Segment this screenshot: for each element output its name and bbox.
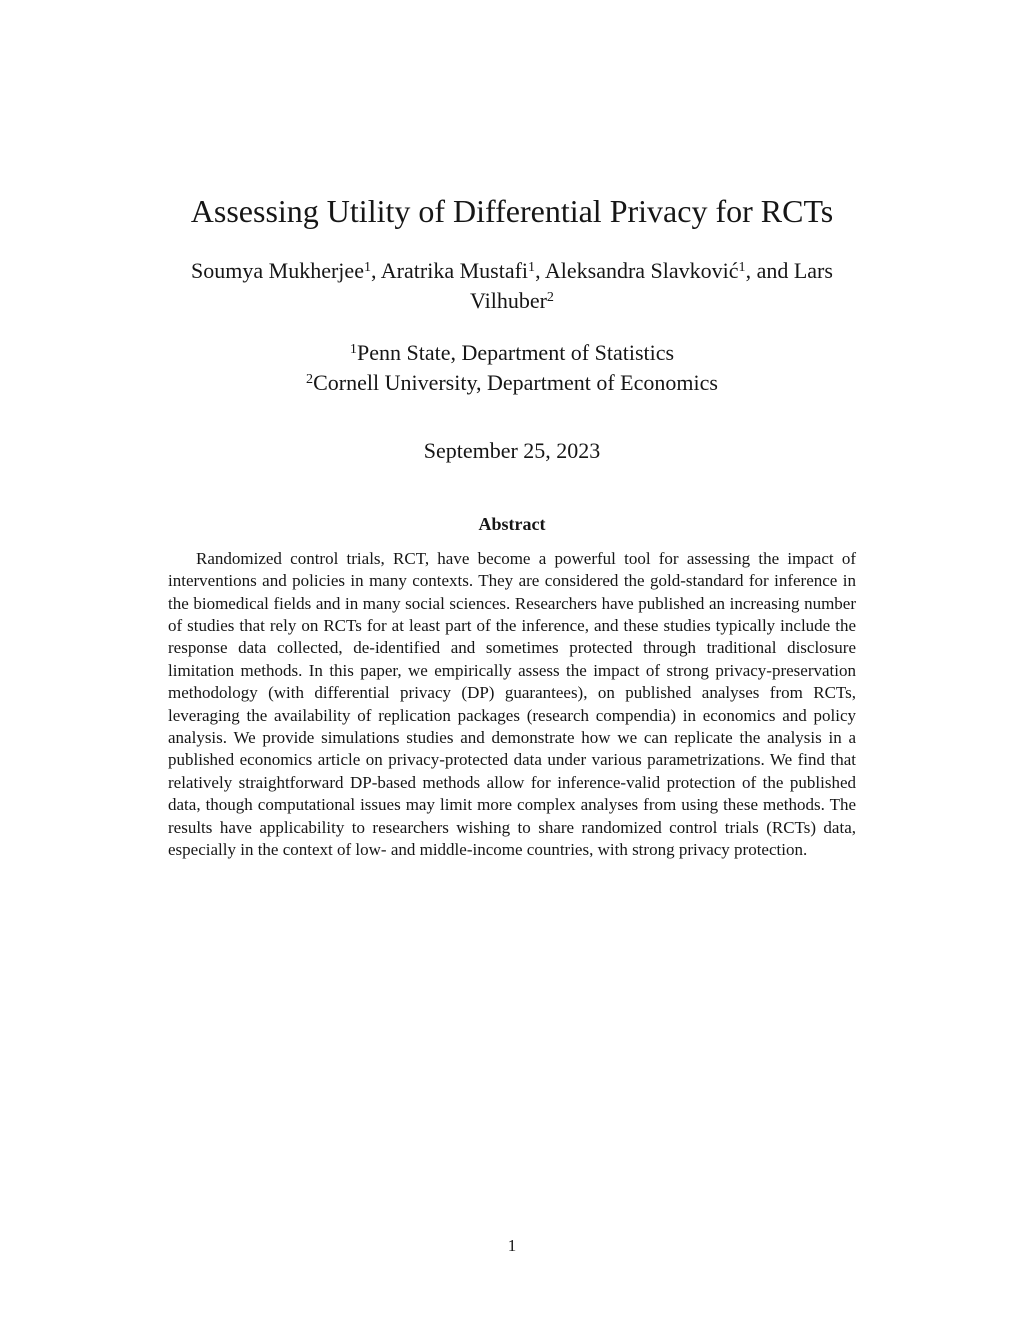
author-name: , Aratrika Mustafi [371, 257, 529, 283]
authors-line-1 [191, 258, 833, 283]
abstract-heading: Abstract [478, 513, 546, 534]
paper-date: September 25, 2023 [423, 437, 601, 463]
authors-line-2 [470, 288, 554, 313]
affiliation-line [168, 338, 856, 368]
abstract-text: Randomized control trials, RCT, have become a powerful tool for assessing the impact of interventions and policies in many contexts. They are considered the gold-standard for inference in the biomedical fields and in many social sciences. Researchers have published an increasing number of studies that rely on RCTs for at least part of the inference, and these studies typically include the response data collected, de-identified and sometimes protected through traditional disclosure limitation methods. In this paper, we empirically assess the impact of strong privacy-preservation methodology (with differential privacy (DP) guarantees), on published analyses from RCTs, leveraging the availability of replication packages (research compendia) in economics and policy analysis. We provide simulations studies and demonstrate how we can replicate the analysis in a published economics article on privacy-protected data under various parametrizations. We find that relatively straightforward DP-based methods allow for inference-valid protection of the published data, though computational issues may limit more complex analyses from using these methods. The results have applicability to researchers wishing to share randomized control trials (RCTs) data, especially in the context of low- and middle-income countries, with strong privacy protection. [168, 548, 856, 860]
author-affiliation-mark: 1 [528, 259, 536, 276]
paper-content-column [168, 0, 856, 861]
affiliation-line [168, 368, 856, 398]
author-affiliation-mark: 2 [546, 289, 554, 306]
affiliation-text: Cornell University, Department of Economics [313, 369, 718, 395]
author-affiliation-mark: 1 [738, 259, 746, 276]
page-number: 1 [507, 1236, 517, 1255]
affiliations-block [168, 338, 856, 398]
author-name: , and Lars [745, 257, 833, 283]
affiliation-mark: 2 [306, 371, 314, 388]
paper-title: Assessing Utility of Differential Privacy for RCTs [190, 193, 834, 229]
affiliation-text: Penn State, Department of Statistics [356, 339, 675, 365]
author-name: Vilhuber [470, 287, 547, 313]
authors-block [168, 256, 856, 316]
author-name: Soumya Mukherjee [191, 257, 364, 283]
author-name: , Aleksandra Slavković [535, 257, 739, 283]
affiliation-mark: 1 [349, 341, 357, 358]
author-affiliation-mark: 1 [363, 259, 371, 276]
